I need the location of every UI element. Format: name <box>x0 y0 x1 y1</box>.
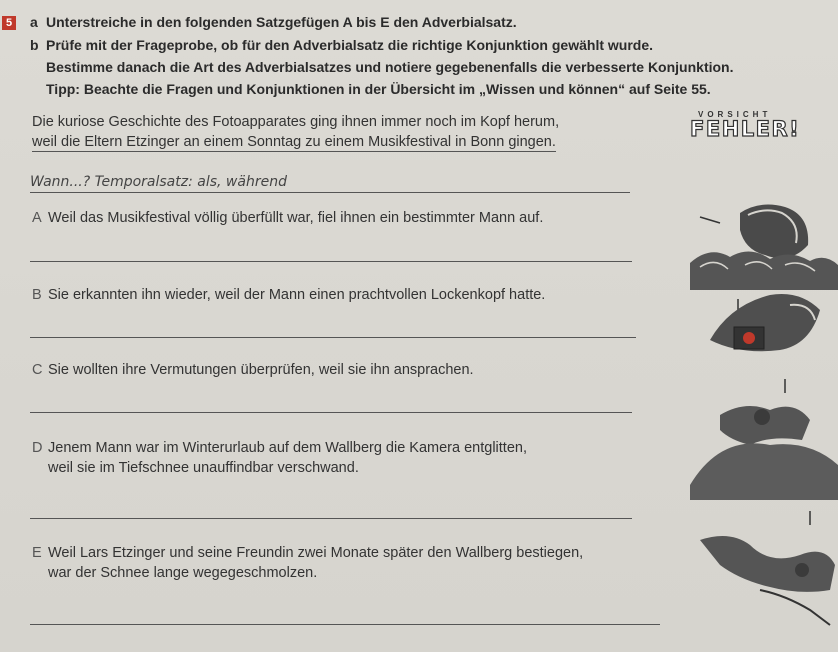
instruction-tip: Tipp: Beachte die Fragen und Konjunktionen in der Übersicht im „Wissen und können“ auf Seite 55. <box>46 81 711 97</box>
warning-label: VORSICHT <box>698 110 772 119</box>
snow-panel <box>700 536 835 625</box>
mountain-panel <box>690 406 838 500</box>
item-text: Weil das Musikfestival völlig überfüllt war, fiel ihnen ein bestimmter Mann auf. <box>48 210 544 226</box>
instruction-b <box>30 37 653 53</box>
item-text: Jenem Mann war im Winterurlaub auf dem Wallberg die Kamera entglitten, <box>48 440 527 456</box>
story-line-1: Die kuriose Geschichte des Fotoapparates ging ihnen immer noch im Kopf herum, <box>32 114 560 130</box>
item-letter: D <box>32 440 43 456</box>
answer-line-c[interactable] <box>30 412 632 413</box>
answer-line-a[interactable] <box>30 261 632 262</box>
item-text: Sie erkannten ihn wieder, weil der Mann einen prachtvollen Lockenkopf hatte. <box>48 287 546 303</box>
answer-line-b[interactable] <box>30 337 636 338</box>
arrow-icon <box>700 217 720 223</box>
instruction-letter: b <box>30 37 39 53</box>
instruction-text: Unterstreiche in den folgenden Satzgefügen A bis E den Adverbialsatz. <box>46 14 517 30</box>
exercise-item-a <box>32 210 543 226</box>
instruction-b-cont: Bestimme danach die Art des Adverbialsatzes und notiere gegebenenfalls die verbesserte Konjunktion. <box>46 59 734 75</box>
warning-title: FEHLER! <box>690 117 801 141</box>
instruction-a <box>30 14 517 30</box>
story-illustration <box>690 195 838 635</box>
answer-line-d[interactable] <box>30 518 632 519</box>
exercise-item-c <box>32 362 474 378</box>
answer-line-e[interactable] <box>30 624 660 625</box>
exercise-item-e <box>32 545 583 581</box>
crowd-panel <box>690 205 838 290</box>
exercise-item-b <box>32 287 545 303</box>
item-text-cont: war der Schnee lange wegegeschmolzen. <box>48 565 318 581</box>
task-number-badge: 5 <box>2 16 16 30</box>
exercise-item-d <box>32 440 527 476</box>
item-letter: E <box>32 545 42 561</box>
instruction-text: Prüfe mit der Frageprobe, ob für den Adverbialsatz die richtige Konjunktion gewählt wurde. <box>46 37 653 53</box>
camera-panel <box>710 294 820 351</box>
item-letter: A <box>32 210 42 226</box>
item-text-cont: weil sie im Tiefschnee unauffindbar verschwand. <box>48 460 359 476</box>
story-line-2: weil die Eltern Etzinger an einem Sonntag zu einem Musikfestival in Bonn gingen. <box>32 134 556 150</box>
item-letter: B <box>32 287 42 303</box>
item-text: Weil Lars Etzinger und seine Freundin zwei Monate später den Wallberg bestiegen, <box>48 545 584 561</box>
example-answer: Wann...? Temporalsatz: als, während <box>30 174 630 193</box>
item-text: Sie wollten ihre Vermutungen überprüfen, weil sie ihn ansprachen. <box>48 362 474 378</box>
item-letter: C <box>32 362 43 378</box>
instruction-letter: a <box>30 14 38 30</box>
